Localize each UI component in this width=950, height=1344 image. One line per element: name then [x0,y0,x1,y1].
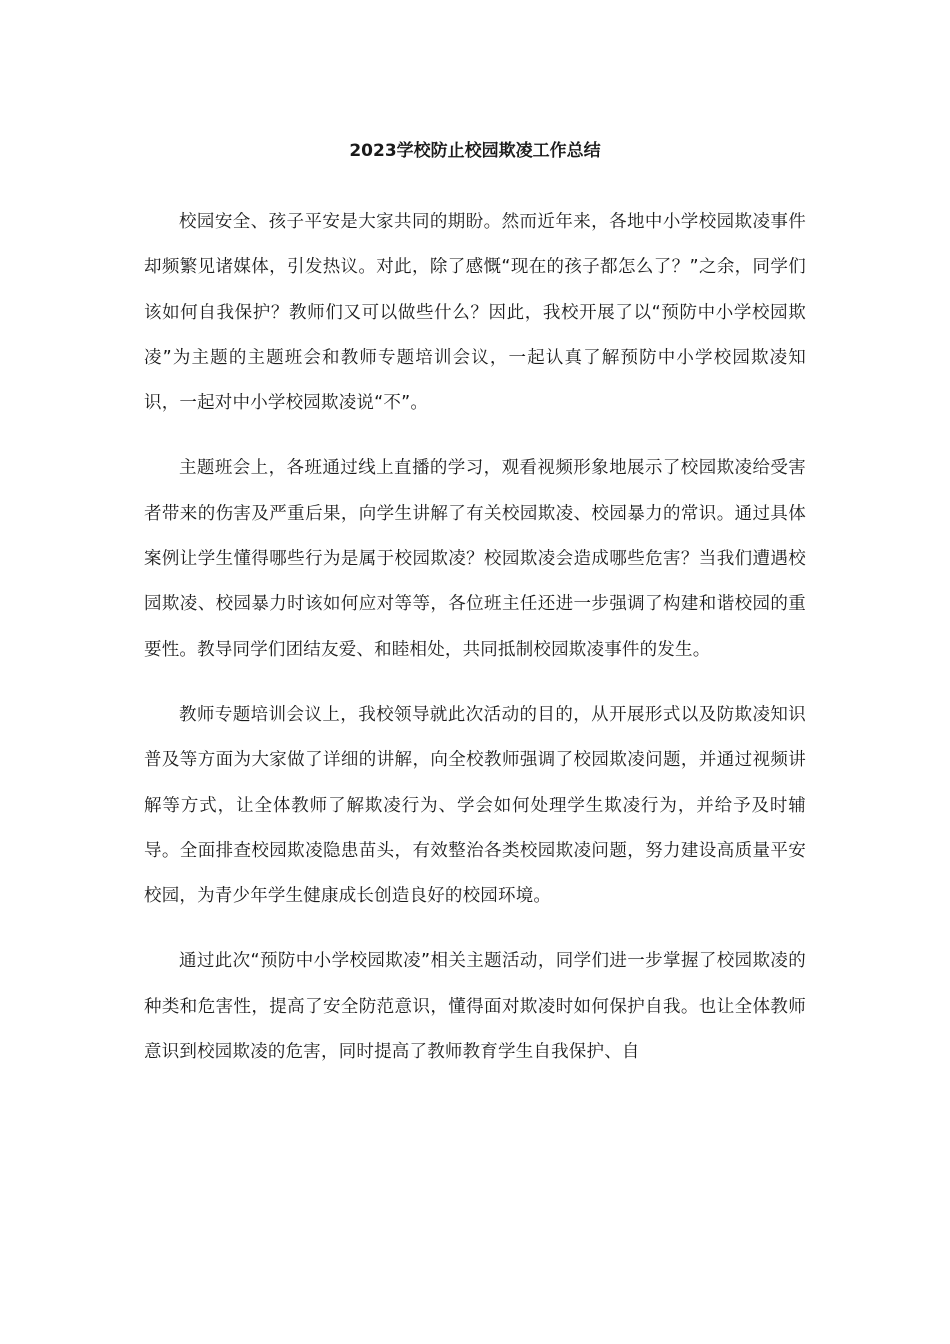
paragraph-3: 教师专题培训会议上，我校领导就此次活动的目的，从开展形式以及防欺凌知识普及等方面为大家做了详细的讲解，向全校教师强调了校园欺凌问题，并通过视频讲解等方式，让全体教师了解欺凌行为、学会如何处理学生欺凌行为，并给予及时辅导。全面排查校园欺凌隐患苗头，有效整治各类校园欺凌问题，努力建设高质量平安校园，为青少年学生健康成长创造良好的校园环境。 [144,704,806,907]
paragraph-4: 通过此次“预防中小学校园欺凌”相关主题活动，同学们进一步掌握了校园欺凌的种类和危害性，提高了安全防范意识，懂得面对欺凌时如何保护自我。也让全体教师意识到校园欺凌的危害，同时提高了教师教育学生自我保护、自 [144,951,806,1063]
document-title: 2023学校防止校园欺凌工作总结 [349,141,601,161]
document-body [144,200,806,1095]
paragraph-2: 主题班会上，各班通过线上直播的学习，观看视频形象地展示了校园欺凌给受害者带来的伤害及严重后果，向学生讲解了有关校园欺凌、校园暴力的常识。通过具体案例让学生懂得哪些行为是属于校园欺凌？校园欺凌会造成哪些危害？当我们遭遇校园欺凌、校园暴力时该如何应对等等，各位班主任还进一步强调了构建和谐校园的重要性。教导同学们团结友爱、和睦相处，共同抵制校园欺凌事件的发生。 [144,458,806,660]
paragraph-1: 校园安全、孩子平安是大家共同的期盼。然而近年来，各地中小学校园欺凌事件却频繁见诸媒体，引发热议。对此，除了感慨“现在的孩子都怎么了？”之余，同学们该如何自我保护？教师们又可以做些什么？因此，我校开展了以“预防中小学校园欺凌”为主题的主题班会和教师专题培训会议，一起认真了解预防中小学校园欺凌知识，一起对中小学校园欺凌说“不”。 [144,212,806,414]
